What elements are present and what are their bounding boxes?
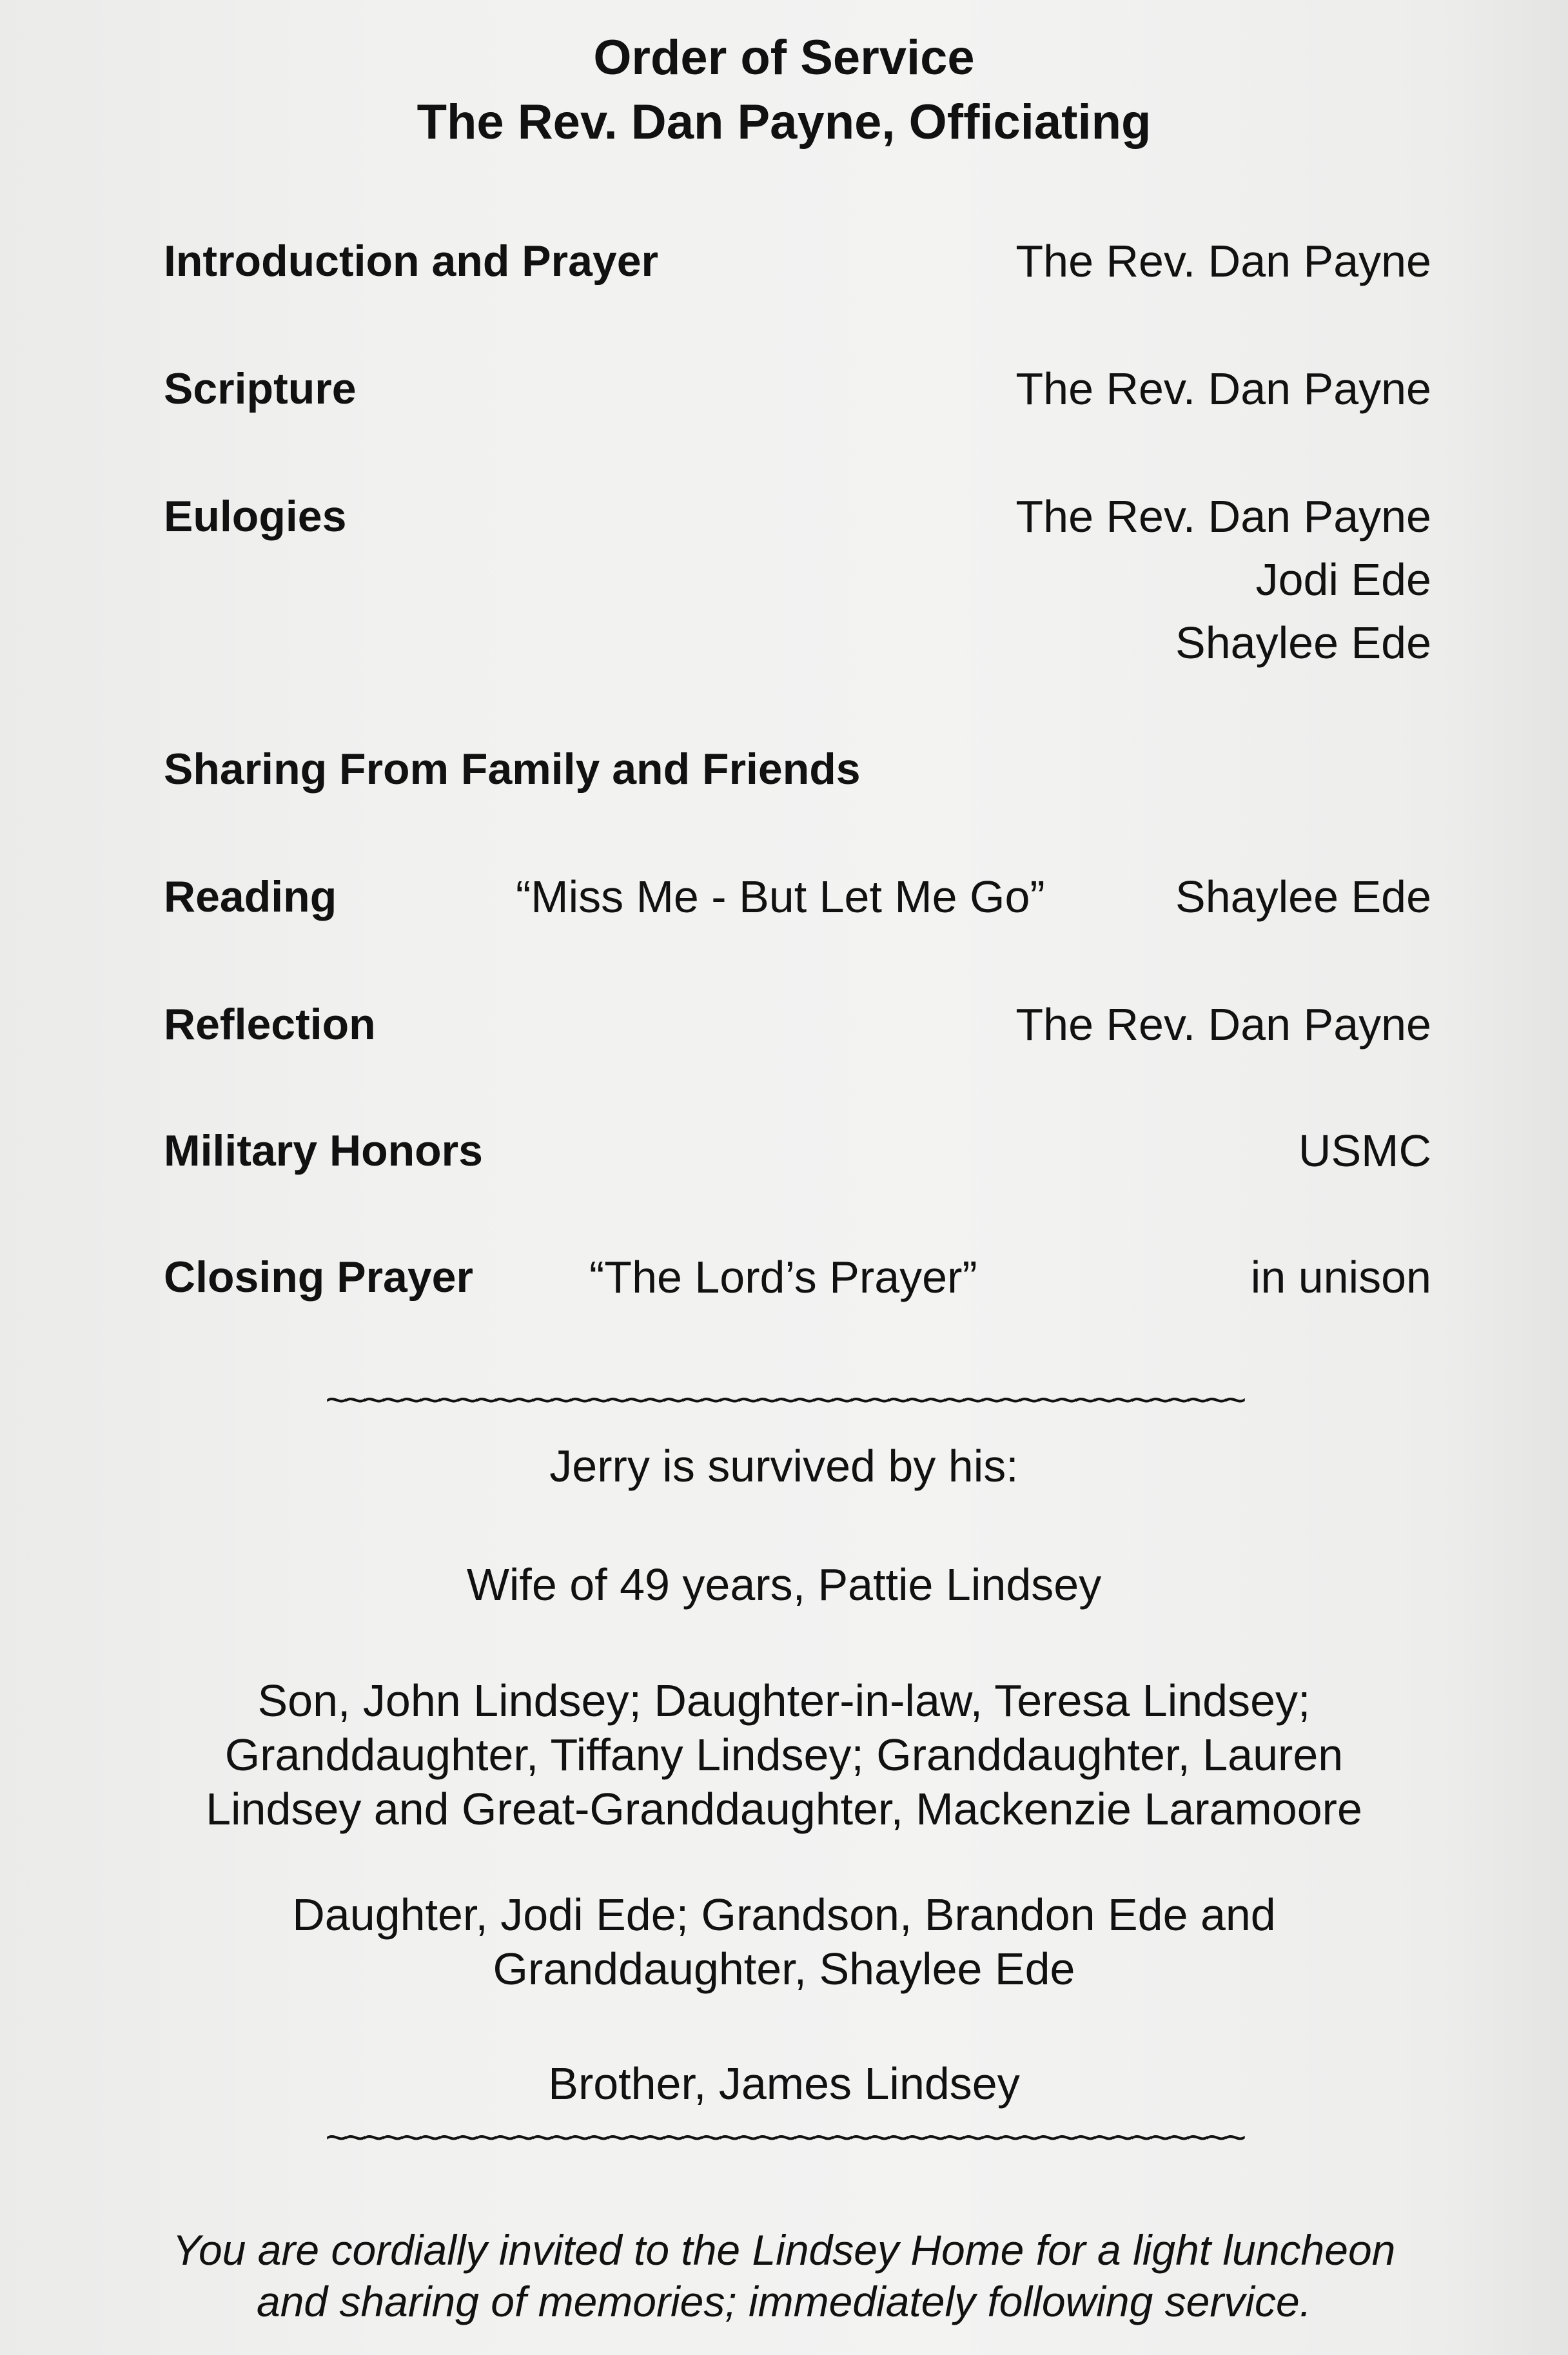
survivor-daughter-family — [129, 1888, 1439, 1996]
divider-top: ~~~~~~~~~~~~~~~~~~~~~~~~~~~~~~~~~~~~~~~~~~~~~~~~~ — [325, 1381, 1243, 1420]
survivor-line: Daughter, Jodi Ede; Grandson, Brandon Ede and — [292, 1890, 1276, 1940]
program-item-label: Sharing From Family and Friends — [164, 745, 861, 794]
officiant: Jodi Ede — [1255, 554, 1431, 605]
program-item-officiants — [1251, 1246, 1431, 1309]
program-item-label: Military Honors — [164, 1126, 483, 1175]
survivor-line: Granddaughter, Shaylee Ede — [493, 1944, 1075, 1994]
program-item-label: Scripture — [164, 364, 357, 413]
program-item-label: Eulogies — [164, 492, 347, 541]
survivor-line: Lindsey and Great-Granddaughter, Mackenzie Laramoore — [206, 1784, 1362, 1834]
program-item-officiants — [1015, 993, 1431, 1056]
officiant: The Rev. Dan Payne — [1015, 999, 1431, 1050]
program-item-officiants — [1298, 1119, 1431, 1182]
program-item-label: Reading — [164, 872, 337, 921]
officiant: The Rev. Dan Payne — [1015, 364, 1431, 414]
survivors-intro: Jerry is survived by his: — [549, 1441, 1019, 1491]
survivor-line: Granddaughter, Tiffany Lindsey; Granddaughter, Lauren — [224, 1730, 1344, 1780]
divider-bottom: ~~~~~~~~~~~~~~~~~~~~~~~~~~~~~~~~~~~~~~~~~~~~~~~~~ — [325, 2118, 1243, 2157]
program-item-title: “The Lord’s Prayer” — [589, 1252, 977, 1302]
invitation-text — [129, 2224, 1439, 2327]
officiant: USMC — [1298, 1126, 1431, 1176]
officiant: The Rev. Dan Payne — [1015, 236, 1431, 286]
program-item-label: Introduction and Prayer — [164, 237, 658, 286]
program-item-officiants — [1015, 485, 1431, 674]
program-item-officiants — [1015, 230, 1431, 293]
invitation-line: You are cordially invited to the Lindsey Home for a light luncheon — [172, 2226, 1396, 2274]
survivor-son-family — [129, 1674, 1439, 1836]
officiant: Shaylee Ede — [1175, 618, 1431, 668]
officiant: in unison — [1250, 1252, 1431, 1302]
invitation-line: and sharing of memories; immediately following service. — [256, 2278, 1311, 2325]
program-item-label: Closing Prayer — [164, 1253, 473, 1302]
program-item-officiants — [1015, 357, 1431, 420]
survivor-wife: Wife of 49 years, Pattie Lindsey — [466, 1559, 1102, 1610]
program-item-title: “Miss Me - But Let Me Go” — [516, 872, 1045, 922]
survivor-brother: Brother, James Lindsey — [548, 2058, 1020, 2109]
program-item-label: Reflection — [164, 1000, 376, 1049]
page-subtitle: The Rev. Dan Payne, Officiating — [416, 95, 1152, 150]
survivor-line: Son, John Lindsey; Daughter-in-law, Teresa Lindsey; — [257, 1676, 1311, 1726]
officiant: Shaylee Ede — [1175, 872, 1431, 922]
program-item-officiants — [1175, 865, 1431, 928]
page-title: Order of Service — [593, 30, 975, 85]
officiant: The Rev. Dan Payne — [1015, 491, 1431, 542]
program-header — [0, 26, 1568, 155]
